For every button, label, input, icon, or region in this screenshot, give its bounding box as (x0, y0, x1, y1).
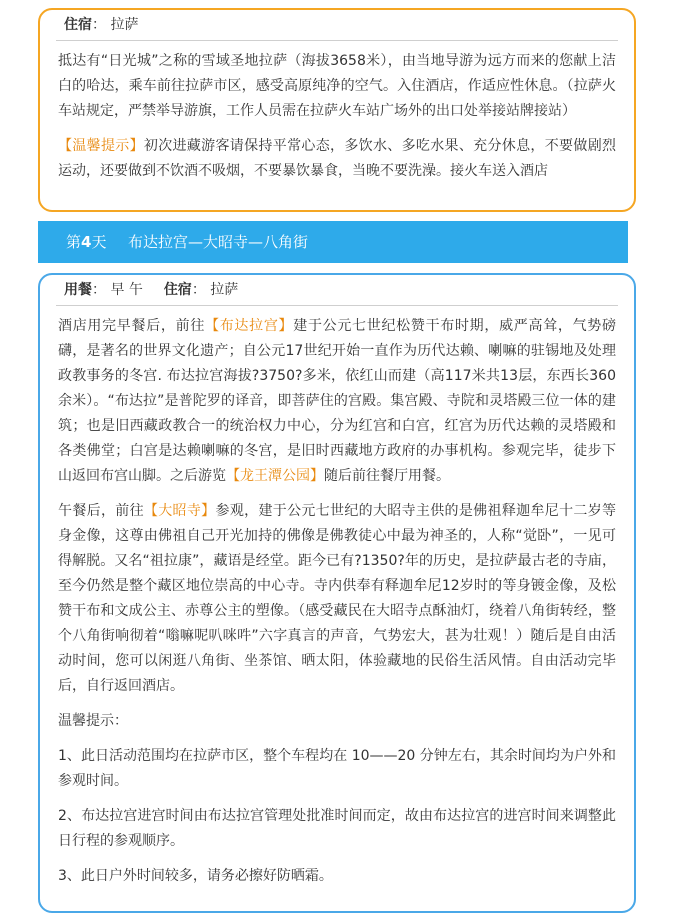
tips-heading: 温馨提示： (58, 713, 128, 729)
day4-route: 布达拉宫—大昭寺—八角街 (128, 233, 309, 251)
potala-paragraph: 酒店用完早餐后，前往【布达拉宫】建于公元七世纪松赞干布时期，威严高耸，气势磅礴，是著名的世界文化遗产；自公元17世纪开始一直作为历代达赖、喇嘛的驻锡地及处理政教事务的冬宫. 布达拉宫海拔?3750?多米，依红山而建（高117米共13层，东西长360余米）。“布达拉”是普陀罗的译音，即菩萨住的宫殿。集宫殿、寺院和灵塔殿三位一体的建筑；也是旧西藏政教合一的统治权力中心，分为红宫和白宫，红宫为历代达赖的灵塔殿和各类佛堂；白宫是达赖喇嘛的冬宫，是旧时西藏地方政府的办事机构。参观完毕，徒步下山返回布宫山脚。之后游览【龙王潭公园】随后前往餐厅用餐。 (58, 318, 617, 484)
tip-text: 初次进藏游客请保持平常心态，多饮水、多吃水果、充分休息，不要做剧烈运动，还要做到不饮酒不吸烟，不要暴饮暴食，当晚不要洗澡。接火车送入酒店 (58, 138, 617, 179)
day3-card (38, 8, 636, 212)
tip-item-1: 1、此日活动范围均在拉萨市区，整个车程均在 10——20 分钟左右，其余时间均为户外和参观时间。 (58, 748, 616, 789)
stay-value: 拉萨 (110, 17, 139, 33)
potala-link[interactable]: 【布达拉宫】 (205, 318, 294, 334)
jokhang-paragraph: 午餐后，前往【大昭寺】参观，建于公元七世纪的大昭寺主供的是佛祖释迦牟尼十二岁等身金像，这尊由佛祖自己开光加持的佛像是佛教徒心中最为神圣的，人称“觉卧”，一见可得解脱。又名“祖拉康”，藏语是经堂。距今已有?1350?年的历史，是拉萨最古老的寺庙，至今仍然是整个藏区地位崇高的中心寺。寺内供奉有释迦牟尼12岁时的等身镀金像，及松赞干布和文成公主、赤尊公主的塑像。（感受藏民在大昭寺点酥油灯，绕着八角街转经，整个八角街响彻着“嗡嘛呢叭咪吽”六字真言的声音，气势宏大，甚为壮观！）随后是自由活动时间，您可以闲逛八角街、坐茶馆、晒太阳，体验藏地的民俗生活风情。自由活动完毕后，自行返回酒店。 (58, 503, 617, 694)
day3-tip (58, 134, 616, 184)
tip-item-3: 3、此日户外时间较多，请务必擦好防晒霜。 (58, 868, 333, 884)
day3-info-row: 住宿： 拉萨 (56, 10, 618, 41)
stay-value: 拉萨 (210, 282, 239, 298)
longwangtan-link[interactable]: 【龙王潭公园】 (226, 468, 324, 484)
tip-label: 【温馨提示】 (58, 138, 144, 154)
meal-label: 用餐 (64, 282, 92, 298)
day4-info-row: 用餐： 早 午 住宿： 拉萨 (56, 275, 618, 306)
day4-card (38, 273, 636, 913)
stay-label: 住宿 (64, 17, 92, 33)
day4-title-bar: 第4天 布达拉宫—大昭寺—八角街 (38, 221, 628, 263)
meal-value: 早 午 (110, 282, 143, 298)
day3-intro: 抵达有“日光城”之称的雪域圣地拉萨（海拔3658米），由当地导游为远方而来的您献上洁白的哈达，乘车前往拉萨市区，感受高原纯净的空气。入住酒店，作适应性休息。（拉萨火车站规定，严禁举导游旗，工作人员需在拉萨火车站广场外的出口处举接站牌接站） (58, 53, 616, 119)
day-number: 4 (81, 233, 92, 251)
stay-label: 住宿 (163, 282, 192, 298)
jokhang-link[interactable]: 【大昭寺】 (143, 503, 216, 519)
tip-item-2: 2、布达拉宫进宫时间由布达拉宫管理处批准时间而定，故由布达拉宫的进宫时间来调整此日行程的参观顺序。 (58, 808, 616, 849)
